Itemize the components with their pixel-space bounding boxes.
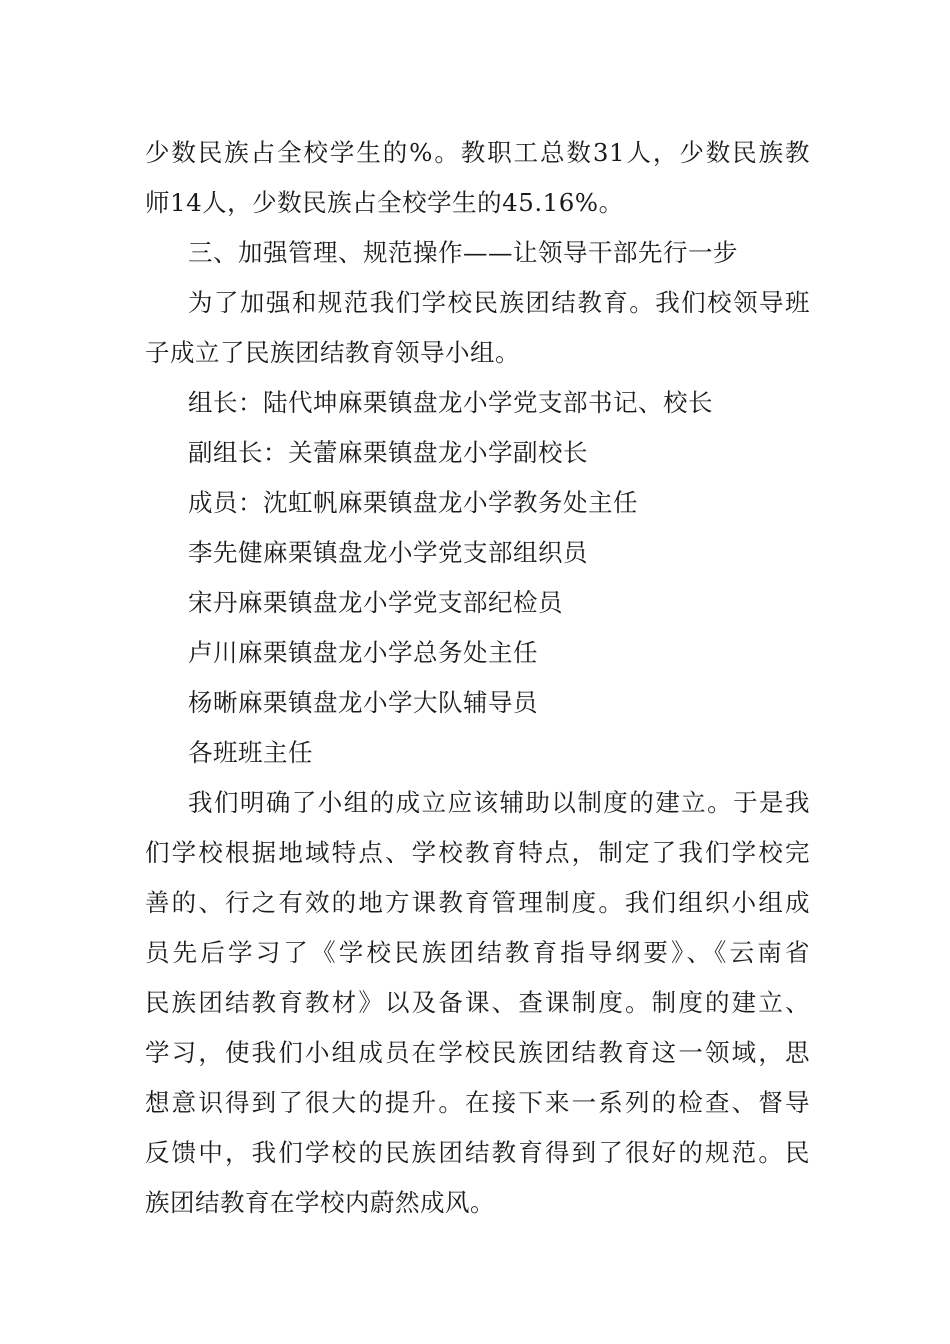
member-line: 组长：陆代坤麻栗镇盘龙小学党支部书记、校长 (188, 388, 713, 417)
member-line: 李先健麻栗镇盘龙小学党支部组织员 (188, 538, 588, 567)
member-line: 杨晰麻栗镇盘龙小学大队辅导员 (188, 688, 538, 717)
text-line: 民族团结教育教材》以及备课、查课制度。制度的建立、 (145, 988, 810, 1017)
text-line: 我们明确了小组的成立应该辅助以制度的建立。于是我 (188, 788, 810, 817)
member-line: 卢川麻栗镇盘龙小学总务处主任 (188, 638, 538, 667)
text-line: 反馈中，我们学校的民族团结教育得到了很好的规范。民 (145, 1138, 810, 1167)
member-line: 宋丹麻栗镇盘龙小学党支部纪检员 (188, 588, 563, 617)
text-line: 族团结教育在学校内蔚然成风。 (145, 1188, 495, 1217)
member-line: 副组长：关蕾麻栗镇盘龙小学副校长 (188, 438, 588, 467)
text-line: 少数民族占全校学生的%。教职工总数31人，少数民族教 (145, 138, 810, 167)
member-line: 各班班主任 (188, 738, 313, 767)
text-line: 学习，使我们小组成员在学校民族团结教育这一领域，思 (145, 1038, 810, 1067)
text-line: 们学校根据地域特点、学校教育特点，制定了我们学校完 (145, 838, 810, 867)
text-line: 为了加强和规范我们学校民族团结教育。我们校领导班 (188, 288, 810, 317)
text-line: 善的、行之有效的地方课教育管理制度。我们组织小组成 (145, 888, 810, 917)
section-heading: 三、加强管理、规范操作——让领导干部先行一步 (188, 238, 738, 267)
document-page (145, 128, 810, 1228)
member-line: 成员：沈虹帆麻栗镇盘龙小学教务处主任 (188, 488, 638, 517)
text-line: 想意识得到了很大的提升。在接下来一系列的检查、督导 (145, 1088, 810, 1117)
text-line: 员先后学习了《学校民族团结教育指导纲要》、《云南省 (145, 938, 810, 967)
text-line: 师14人，少数民族占全校学生的45.16%。 (145, 188, 624, 217)
text-line: 子成立了民族团结教育领导小组。 (145, 338, 520, 367)
